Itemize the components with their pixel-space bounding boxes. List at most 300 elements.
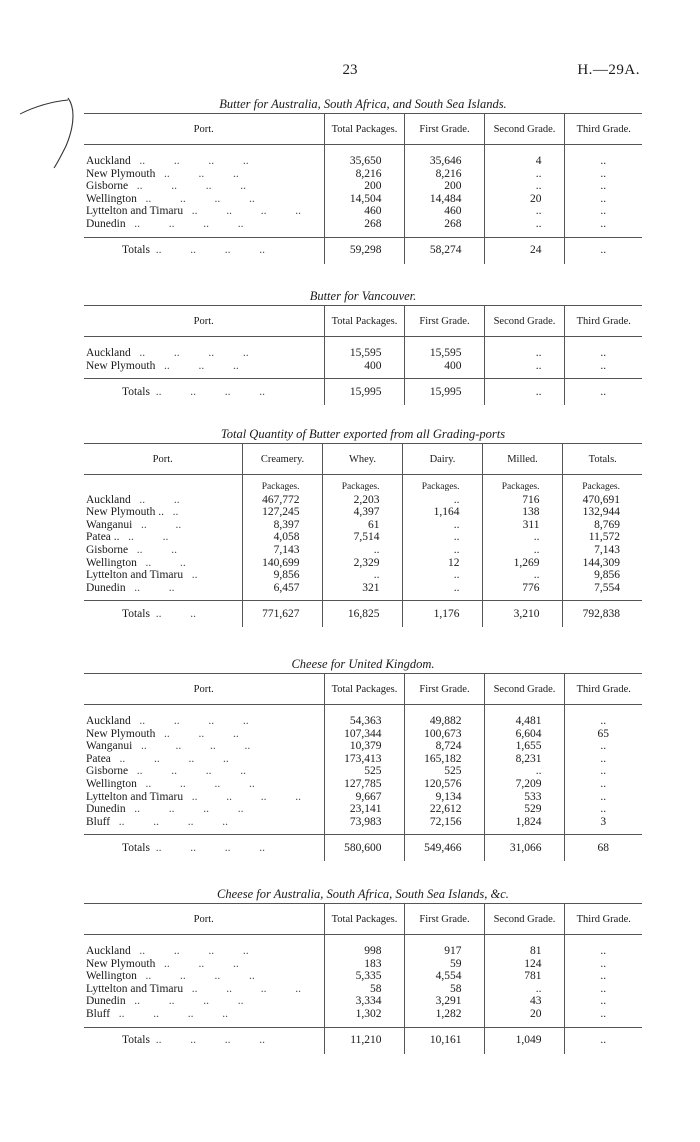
- value-cell: 12: [402, 557, 482, 570]
- totals-row: [84, 1027, 642, 1054]
- table-row: [84, 816, 642, 829]
- value-cell: 1,282: [404, 1008, 484, 1021]
- value-cell: 35,650: [324, 155, 404, 168]
- totals-cell: [84, 835, 324, 862]
- value-cell: ..: [564, 740, 642, 753]
- column-header-total: Total Packages.: [324, 904, 404, 935]
- value-cell: 716: [482, 494, 562, 507]
- leader-dots: .. .. .. ..: [145, 970, 255, 983]
- value-cell: ..: [564, 778, 642, 791]
- port-cell: [84, 958, 324, 971]
- table-row: [84, 728, 642, 741]
- table-row: [84, 753, 642, 766]
- leader-dots: .. .. ..: [163, 167, 239, 180]
- value-cell: 58: [404, 983, 484, 996]
- value-cell: ..: [564, 958, 642, 971]
- port-name: Dunedin: [86, 995, 126, 1008]
- value-cell: 200: [324, 180, 404, 193]
- table-row: [84, 168, 642, 181]
- leader-dots: .. ..: [140, 518, 182, 531]
- value-cell: ..: [402, 494, 482, 507]
- leader-dots: .. .. .. ..: [134, 995, 244, 1008]
- leader-dots: .. .. .. ..: [191, 982, 301, 995]
- section-cheese-australia: [84, 885, 642, 1054]
- table-row: [84, 506, 642, 519]
- value-cell: 59: [404, 958, 484, 971]
- unit-label: Packages.: [402, 481, 482, 494]
- total-value-cell: 68: [564, 835, 642, 862]
- column-header-second: Second Grade.: [484, 306, 564, 337]
- value-cell: 460: [324, 205, 404, 218]
- leader-dots: .. ..: [134, 581, 175, 594]
- value-cell: 9,134: [404, 791, 484, 804]
- value-cell: ..: [484, 347, 564, 360]
- value-cell: ..: [564, 205, 642, 218]
- value-cell: 183: [324, 958, 404, 971]
- value-cell: 268: [324, 218, 404, 231]
- value-cell: 525: [324, 765, 404, 778]
- leader-dots: .. .. .. ..: [136, 765, 247, 778]
- value-cell: 1,655: [484, 740, 564, 753]
- unit-label: Packages.: [562, 481, 642, 494]
- port-name: Wellington: [86, 556, 137, 569]
- table-row: [84, 715, 642, 728]
- column-header-total: Total Packages.: [324, 674, 404, 705]
- value-cell: ..: [564, 155, 642, 168]
- value-cell: ..: [564, 803, 642, 816]
- value-cell: 58: [324, 983, 404, 996]
- port-cell: [84, 582, 242, 595]
- value-cell: ..: [484, 180, 564, 193]
- value-cell: 4: [484, 155, 564, 168]
- pen-mark-icon: [18, 92, 78, 172]
- port-name: Patea ..: [86, 531, 120, 544]
- value-cell: ..: [322, 544, 402, 557]
- value-cell: ..: [484, 205, 564, 218]
- value-cell: 132,944: [562, 506, 642, 519]
- totals-cell: [84, 237, 324, 264]
- total-value-cell: 24: [484, 237, 564, 264]
- port-cell: [84, 728, 324, 741]
- value-cell: ..: [564, 347, 642, 360]
- value-cell: ..: [322, 569, 402, 582]
- table-row: [84, 945, 642, 958]
- port-cell: [84, 945, 324, 958]
- port-name: Lyttelton and Timaru: [86, 205, 184, 218]
- table-row: [84, 180, 642, 193]
- value-cell: ..: [564, 1008, 642, 1021]
- column-header-port: Port.: [84, 114, 324, 145]
- table-row: [84, 205, 642, 218]
- value-cell: ..: [482, 569, 562, 582]
- section-title: Cheese for United Kingdom.: [291, 657, 435, 671]
- port-cell: [84, 778, 324, 791]
- port-cell: [84, 970, 324, 983]
- value-cell: ..: [484, 765, 564, 778]
- value-cell: ..: [484, 360, 564, 373]
- grading-table: [84, 113, 642, 264]
- section-butter-australia: [84, 95, 642, 264]
- total-value-cell: 11,210: [324, 1027, 404, 1054]
- value-cell: 9,667: [324, 791, 404, 804]
- value-cell: 127,245: [242, 506, 322, 519]
- port-cell: [84, 544, 242, 557]
- section-cheese-uk: [84, 655, 642, 861]
- leader-dots: .. .. .. ..: [118, 815, 228, 828]
- port-name: Dunedin: [86, 217, 126, 230]
- port-name: Auckland: [86, 347, 131, 359]
- port-cell: [84, 531, 242, 544]
- value-cell: ..: [484, 218, 564, 231]
- leader-dots: .. .. .. ..: [155, 244, 265, 257]
- port-name: Lyttelton and Timaru: [86, 982, 184, 995]
- value-cell: ..: [564, 791, 642, 804]
- port-name: Patea: [86, 752, 111, 765]
- value-cell: 144,309: [562, 557, 642, 570]
- port-name: New Plymouth: [86, 359, 156, 372]
- value-cell: 15,595: [324, 347, 404, 360]
- port-name: Auckland: [86, 945, 131, 957]
- table-row: [84, 791, 642, 804]
- port-name: Lyttelton and Timaru: [86, 569, 184, 582]
- total-value-cell: 1,176: [402, 601, 482, 628]
- port-cell: [84, 155, 324, 168]
- leader-dots: .. .. .. ..: [140, 740, 251, 753]
- value-cell: ..: [564, 945, 642, 958]
- column-header-third: Third Grade.: [564, 114, 642, 145]
- port-cell: [84, 791, 324, 804]
- totals-row: [84, 379, 642, 406]
- value-cell: 9,856: [242, 569, 322, 582]
- table-row: [84, 360, 642, 373]
- value-cell: 8,724: [404, 740, 484, 753]
- value-cell: ..: [402, 519, 482, 532]
- value-cell: 49,882: [404, 715, 484, 728]
- value-cell: 7,209: [484, 778, 564, 791]
- leader-dots: .. .. .. ..: [136, 180, 247, 193]
- section-title: Butter for Australia, South Africa, and South Sea Islands.: [219, 97, 507, 111]
- table-row: [84, 193, 642, 206]
- port-name: Wellington: [86, 192, 137, 205]
- value-cell: 140,699: [242, 557, 322, 570]
- totals-label: Totals: [122, 842, 150, 855]
- leader-dots: .. .. .. ..: [145, 192, 255, 205]
- port-name: Dunedin: [86, 581, 126, 594]
- grading-table: [84, 305, 642, 405]
- table-row: [84, 765, 642, 778]
- leader-dots: .. .. .. ..: [191, 205, 301, 218]
- value-cell: 65: [564, 728, 642, 741]
- port-name: New Plymouth: [86, 167, 156, 180]
- column-header-port: Port.: [84, 674, 324, 705]
- port-name: Auckland: [86, 493, 131, 506]
- column-header-second: Second Grade.: [484, 904, 564, 935]
- unit-label: Packages.: [482, 481, 562, 494]
- value-cell: 311: [482, 519, 562, 532]
- port-cell: [84, 740, 324, 753]
- port-cell: [84, 1008, 324, 1021]
- value-cell: 81: [484, 945, 564, 958]
- value-cell: 1,302: [324, 1008, 404, 1021]
- port-name: Auckland: [86, 715, 131, 727]
- value-cell: 5,335: [324, 970, 404, 983]
- value-cell: 6,604: [484, 728, 564, 741]
- value-cell: 8,231: [484, 753, 564, 766]
- units-label-blank: [84, 481, 242, 494]
- section-title: Total Quantity of Butter exported from all Grading-ports: [220, 427, 506, 441]
- value-cell: 529: [484, 803, 564, 816]
- value-cell: 14,484: [404, 193, 484, 206]
- total-value-cell: 15,995: [404, 379, 484, 406]
- total-value-cell: ..: [484, 379, 564, 406]
- total-value-cell: 59,298: [324, 237, 404, 264]
- leader-dots: .. .. .. ..: [155, 842, 265, 855]
- value-cell: ..: [402, 569, 482, 582]
- leader-dots: .. ..: [145, 556, 186, 569]
- table-row: [84, 1008, 642, 1021]
- port-name: Lyttelton and Timaru: [86, 790, 184, 803]
- value-cell: ..: [402, 531, 482, 544]
- value-cell: 7,143: [562, 544, 642, 557]
- leader-dots: ..: [191, 569, 198, 582]
- total-value-cell: 771,627: [242, 601, 322, 628]
- leader-dots: .. ..: [139, 493, 180, 506]
- table-row: [84, 531, 642, 544]
- value-cell: 1,269: [482, 557, 562, 570]
- unit-label: Packages.: [242, 481, 322, 494]
- value-cell: 100,673: [404, 728, 484, 741]
- table-row: [84, 803, 642, 816]
- column-header-port: Port.: [84, 904, 324, 935]
- leader-dots: .. .. .. ..: [134, 803, 244, 816]
- value-cell: 2,203: [322, 494, 402, 507]
- value-cell: ..: [484, 168, 564, 181]
- leader-dots: .. .. .. ..: [134, 217, 244, 230]
- value-cell: 9,856: [562, 569, 642, 582]
- total-value-cell: 549,466: [404, 835, 484, 862]
- value-cell: ..: [564, 360, 642, 373]
- column-header-total: Total Packages.: [324, 114, 404, 145]
- value-cell: 138: [482, 506, 562, 519]
- document-reference: H.—29A.: [577, 62, 640, 78]
- value-cell: ..: [564, 180, 642, 193]
- port-cell: [84, 193, 324, 206]
- table-row: [84, 569, 642, 582]
- value-cell: 533: [484, 791, 564, 804]
- totals-row: [84, 237, 642, 264]
- value-cell: ..: [482, 531, 562, 544]
- grading-table: [84, 903, 642, 1054]
- value-cell: 781: [484, 970, 564, 983]
- value-cell: 917: [404, 945, 484, 958]
- column-header-first: First Grade.: [404, 904, 484, 935]
- page-number: 23: [342, 62, 358, 78]
- total-value-cell: 3,210: [482, 601, 562, 628]
- leader-dots: .. .. ..: [163, 957, 239, 970]
- total-value-cell: ..: [564, 1027, 642, 1054]
- table-row: [84, 970, 642, 983]
- port-cell: [84, 205, 324, 218]
- port-cell: [84, 494, 242, 507]
- table-row: [84, 582, 642, 595]
- leader-dots: .. .. .. ..: [139, 715, 249, 727]
- value-cell: 6,457: [242, 582, 322, 595]
- port-cell: [84, 347, 324, 360]
- value-cell: ..: [564, 715, 642, 728]
- column-header-first: First Grade.: [404, 306, 484, 337]
- leader-dots: .. .. .. ..: [139, 155, 249, 167]
- port-cell: [84, 983, 324, 996]
- column-header-first: First Grade.: [404, 114, 484, 145]
- value-cell: 467,772: [242, 494, 322, 507]
- value-cell: 124: [484, 958, 564, 971]
- value-cell: 22,612: [404, 803, 484, 816]
- port-name: Bluff: [86, 815, 111, 828]
- table-row: [84, 519, 642, 532]
- value-cell: 165,182: [404, 753, 484, 766]
- column-header-total: Total Packages.: [324, 306, 404, 337]
- port-name: Bluff: [86, 1007, 111, 1020]
- port-name: Gisborne: [86, 180, 129, 193]
- export-totals-table: [84, 443, 642, 627]
- port-cell: [84, 816, 324, 829]
- total-value-cell: 580,600: [324, 835, 404, 862]
- value-cell: 35,646: [404, 155, 484, 168]
- total-value-cell: ..: [564, 379, 642, 406]
- value-cell: 3,291: [404, 995, 484, 1008]
- column-header-whey: Whey.: [322, 444, 402, 475]
- leader-dots: .. .. .. ..: [155, 1034, 265, 1047]
- column-header-third: Third Grade.: [564, 306, 642, 337]
- table-row: [84, 958, 642, 971]
- port-cell: [84, 557, 242, 570]
- value-cell: ..: [402, 582, 482, 595]
- value-cell: ..: [564, 995, 642, 1008]
- value-cell: 107,344: [324, 728, 404, 741]
- leader-dots: .. .. .. ..: [139, 347, 249, 359]
- port-name: Gisborne: [86, 543, 129, 556]
- grading-table: [84, 673, 642, 861]
- value-cell: 15,595: [404, 347, 484, 360]
- value-cell: ..: [564, 218, 642, 231]
- table-row: [84, 778, 642, 791]
- leader-dots: .. .. .. ..: [139, 945, 249, 957]
- section-title: Cheese for Australia, South Africa, South Sea Islands, &c.: [217, 887, 509, 901]
- table-row: [84, 983, 642, 996]
- port-name: Gisborne: [86, 765, 129, 778]
- totals-row: [84, 601, 642, 628]
- port-name: New Plymouth ..: [86, 506, 164, 519]
- table-row: [84, 494, 642, 507]
- value-cell: 23,141: [324, 803, 404, 816]
- leader-dots: .. .. ..: [163, 359, 239, 372]
- value-cell: 14,504: [324, 193, 404, 206]
- port-name: New Plymouth: [86, 727, 156, 740]
- column-header-second: Second Grade.: [484, 674, 564, 705]
- value-cell: 7,554: [562, 582, 642, 595]
- unit-label: Packages.: [322, 481, 402, 494]
- port-name: Dunedin: [86, 803, 126, 816]
- value-cell: 1,824: [484, 816, 564, 829]
- total-value-cell: 16,825: [322, 601, 402, 628]
- port-cell: [84, 506, 242, 519]
- value-cell: ..: [402, 544, 482, 557]
- value-cell: 8,216: [324, 168, 404, 181]
- leader-dots: .. .. .. ..: [191, 790, 301, 803]
- value-cell: ..: [564, 193, 642, 206]
- column-header-totals: Totals.: [562, 444, 642, 475]
- section-butter-vancouver: [84, 287, 642, 405]
- value-cell: ..: [564, 983, 642, 996]
- column-header-first: First Grade.: [404, 674, 484, 705]
- value-cell: 268: [404, 218, 484, 231]
- value-cell: 54,363: [324, 715, 404, 728]
- leader-dots: ..: [172, 506, 179, 519]
- value-cell: 20: [484, 1008, 564, 1021]
- value-cell: 321: [322, 582, 402, 595]
- table-row: [84, 347, 642, 360]
- value-cell: 8,397: [242, 519, 322, 532]
- port-name: Wellington: [86, 777, 137, 790]
- leader-dots: .. .. .. ..: [118, 1007, 228, 1020]
- leader-dots: .. ..: [136, 543, 178, 556]
- column-header-creamery: Creamery.: [242, 444, 322, 475]
- value-cell: 998: [324, 945, 404, 958]
- value-cell: 776: [482, 582, 562, 595]
- column-header-third: Third Grade.: [564, 904, 642, 935]
- value-cell: 3: [564, 816, 642, 829]
- totals-cell: [84, 379, 324, 406]
- port-cell: [84, 519, 242, 532]
- section-title: Butter for Vancouver.: [309, 289, 417, 303]
- leader-dots: .. .. .. ..: [145, 777, 255, 790]
- column-header-dairy: Dairy.: [402, 444, 482, 475]
- totals-label: Totals: [122, 244, 150, 257]
- value-cell: 4,481: [484, 715, 564, 728]
- port-name: Wanganui: [86, 518, 133, 531]
- port-name: Auckland: [86, 155, 131, 167]
- leader-dots: .. ..: [128, 531, 169, 544]
- value-cell: 4,397: [322, 506, 402, 519]
- totals-row: [84, 835, 642, 862]
- value-cell: 1,164: [402, 506, 482, 519]
- totals-cell: [84, 601, 242, 628]
- totals-label: Totals: [122, 1034, 150, 1047]
- value-cell: 400: [324, 360, 404, 373]
- port-cell: [84, 803, 324, 816]
- value-cell: 127,785: [324, 778, 404, 791]
- value-cell: ..: [564, 765, 642, 778]
- value-cell: 3,334: [324, 995, 404, 1008]
- totals-label: Totals: [122, 385, 150, 398]
- total-value-cell: 1,049: [484, 1027, 564, 1054]
- value-cell: 72,156: [404, 816, 484, 829]
- totals-cell: [84, 1027, 324, 1054]
- value-cell: 460: [404, 205, 484, 218]
- value-cell: 61: [322, 519, 402, 532]
- value-cell: ..: [482, 544, 562, 557]
- column-header-second: Second Grade.: [484, 114, 564, 145]
- table-row: [84, 995, 642, 1008]
- table-row: [84, 218, 642, 231]
- value-cell: 7,514: [322, 531, 402, 544]
- total-value-cell: 31,066: [484, 835, 564, 862]
- total-value-cell: 10,161: [404, 1027, 484, 1054]
- total-value-cell: 792,838: [562, 601, 642, 628]
- leader-dots: .. .. ..: [163, 727, 239, 740]
- port-cell: [84, 995, 324, 1008]
- value-cell: 11,572: [562, 531, 642, 544]
